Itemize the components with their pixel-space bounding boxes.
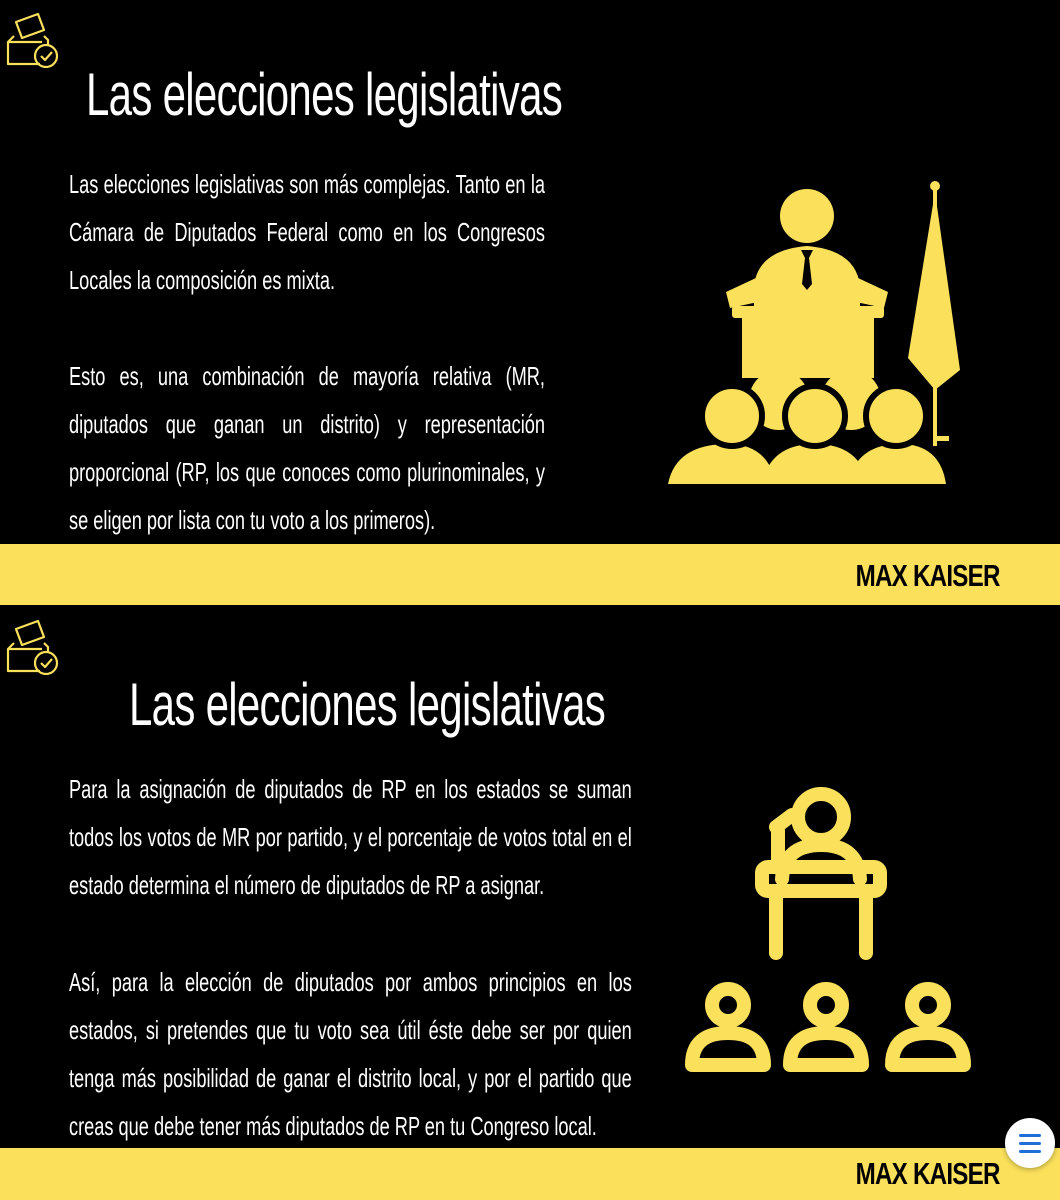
podium-speaker-audience-icon — [668, 178, 968, 488]
footer-band — [0, 1148, 1060, 1200]
brand-logo-text: MAX KAISER — [855, 558, 1000, 593]
menu-button[interactable] — [1005, 1118, 1055, 1168]
ballot-box-check-icon — [4, 617, 60, 675]
slide-2 — [0, 605, 1060, 1148]
slide-body — [69, 160, 545, 544]
paragraph: Así, para la elección de diputados por ambos principios en los estados, si pretendes que tu voto sea útil éste debe ser por quien tenga más posibilidad de ganar el distrito local, y por el partido que creas que debe tener más diputados de RP en tu Congreso local. — [69, 967, 632, 1141]
slide-title: Las elecciones legislativas — [86, 61, 563, 128]
footer-band — [0, 544, 1060, 605]
slide-1 — [0, 0, 1060, 544]
slide-body — [69, 765, 632, 1148]
paragraph: Esto es, una combinación de mayoría relativa (MR, diputados que ganan un distrito) y representación proporcional (RP, los que conoces como plurinominales, y se eligen por lista con tu voto a los primeros). — [69, 361, 545, 535]
brand-logo-text: MAX KAISER — [855, 1156, 1000, 1191]
paragraph: Para la asignación de diputados de RP en los estados se suman todos los votos de MR por partido, y el porcentaje de votos total en el estado determina el número de diputados de RP a asignar. — [69, 774, 632, 900]
ballot-box-check-icon — [4, 10, 60, 68]
paragraph: Las elecciones legislativas son más complejas. Tanto en la Cámara de Diputados Federal como en los Congresos Locales la composición es mixta. — [69, 169, 545, 295]
lectern-audience-icon — [680, 783, 980, 1083]
slide-title: Las elecciones legislativas — [129, 671, 606, 738]
